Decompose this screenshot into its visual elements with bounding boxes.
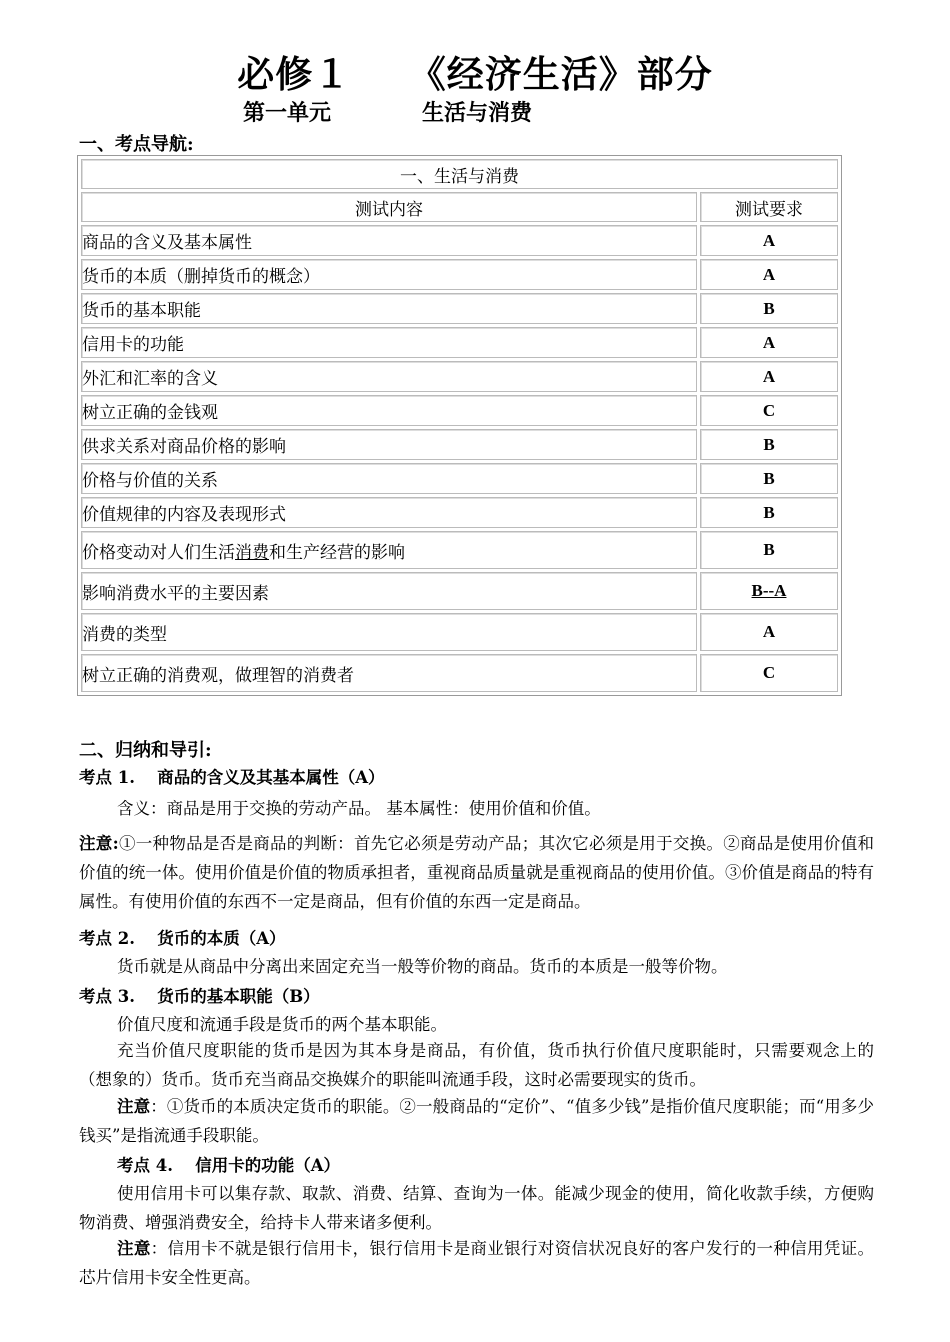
k4-title: 考点 4. 信用卡的功能（A） — [117, 1156, 341, 1175]
table-row: 价格变动对人们生活消费和生产经营的影响 B — [81, 531, 838, 569]
table-row: 货币的本质（删掉货币的概念） A — [81, 259, 838, 290]
section2-heading: 二、归纳和导引: — [79, 740, 212, 761]
table-row: 信用卡的功能 A — [81, 327, 838, 358]
k1-note: 注意:①一种物品是否是商品的判断：首先它必须是劳动产品；其次它必须是用于交换。②商品是使用价值和价值的统一体。使用价值是价值的物质承担者，重视商品质量就是重视商品的使用价值。③价值是商品的特有属性。有使用价值的东西不一定是商品，但有价值的东西一定是商品。 — [79, 834, 875, 911]
section1-heading: 一、考点导航: — [79, 134, 194, 155]
requirements-table — [77, 155, 842, 696]
table-row: 影响消费水平的主要因素 B--A — [81, 572, 838, 610]
k4-note: 注意：信用卡不就是银行信用卡，银行信用卡是商业银行对资信状况良好的客户发行的一种信用凭证。芯片信用卡安全性更高。 — [79, 1239, 875, 1287]
unit-title: 生活与消费 — [422, 100, 533, 126]
table-row: 商品的含义及基本属性 A — [81, 225, 838, 256]
k3-text2: 充当价值尺度职能的货币是因为其本身是商品，有价值，货币执行价值尺度职能时，只需要观念上的（想象的）货币。货币充当商品交换媒介的职能叫流通手段，这时必需要现实的货币。 — [79, 1041, 874, 1089]
k4-text: 使用信用卡可以集存款、取款、消费、结算、查询为一体。能减少现金的使用，简化收款手续，方便购物消费、增强消费安全，给持卡人带来诸多便利。 — [79, 1184, 874, 1232]
table-row: 消费的类型 A — [81, 613, 838, 651]
table-row: 树立正确的金钱观 C — [81, 395, 838, 426]
table-row: 外汇和汇率的含义 A — [81, 361, 838, 392]
k3-note: 注意：①货币的本质决定货币的职能。②一般商品的“定价”、“值多少钱”是指价值尺度职能；而“用多少钱买”是指流通手段职能。 — [79, 1097, 874, 1145]
table-row: 价值规律的内容及表现形式 B — [81, 497, 838, 528]
k1-title: 考点 1. 商品的含义及其基本属性（A） — [79, 768, 385, 787]
k2-title: 考点 2. 货币的本质（A） — [79, 929, 286, 948]
table-row: 货币的基本职能 B — [81, 293, 838, 324]
table-row: 供求关系对商品价格的影响 B — [81, 429, 838, 460]
k1-text: 含义：商品是用于交换的劳动产品。 基本属性：使用价值和价值。 — [117, 799, 601, 818]
unit-label: 第一单元 — [243, 100, 332, 126]
table-caption: 一、生活与消费 — [81, 159, 838, 189]
k3-text1: 价值尺度和流通手段是货币的两个基本职能。 — [117, 1015, 447, 1034]
page-title: 必修１ 《经济生活》部分 — [237, 52, 713, 96]
column-header-content: 测试内容 — [81, 192, 697, 222]
k3-title: 考点 3. 货币的基本职能（B） — [79, 987, 320, 1006]
table-row: 价格与价值的关系 B — [81, 463, 838, 494]
table-row: 树立正确的消费观，做理智的消费者 C — [81, 654, 838, 692]
k2-text: 货币就是从商品中分离出来固定充当一般等价物的商品。货币的本质是一般等价物。 — [117, 957, 728, 976]
column-header-requirement: 测试要求 — [700, 192, 838, 222]
